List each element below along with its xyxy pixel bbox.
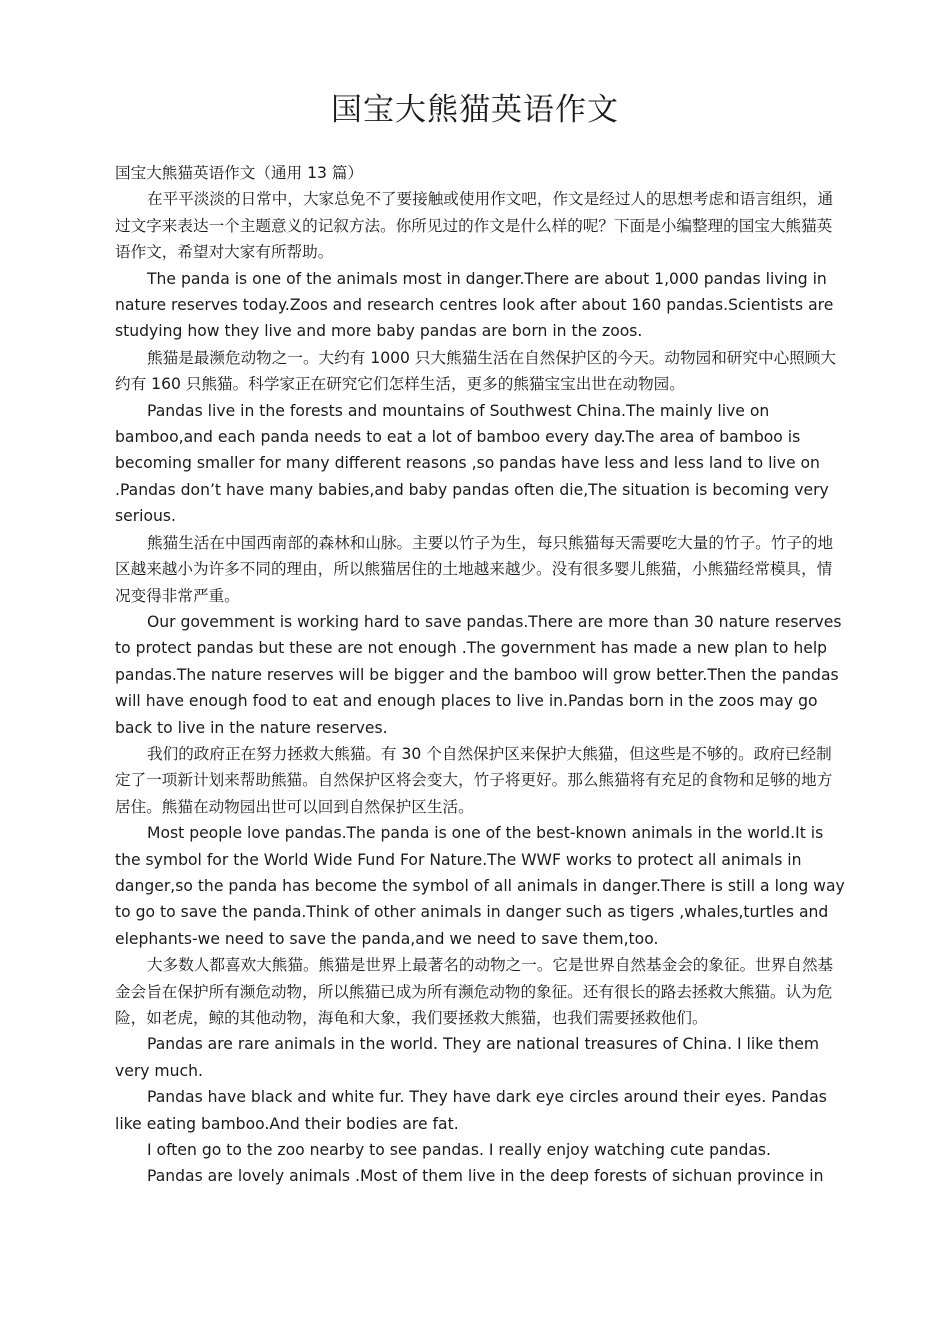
paragraph: 熊猫生活在中国西南部的森林和山脉。主要以竹子为生，每只熊猫每天需要吃大量的竹子。竹子的地区越来越小为许多不同的理由，所以熊猫居住的土地越来越少。没有很多婴儿熊猫，小熊猫经常模具，情况变得非常严重。 <box>115 533 834 605</box>
paragraph: Pandas are rare animals in the world. They are national treasures of China. I like them very much. <box>115 1035 820 1080</box>
paragraph: 熊猫是最濒危动物之一。大约有 1000 只大熊猫生活在自然保护区的今天。动物园和研究中心照顾大约有 160 只熊猫。科学家正在研究它们怎样生活，更多的熊猫宝宝出世在动物园。 <box>115 348 836 394</box>
paragraph: Our govemment is working hard to save pandas.There are more than 30 nature reserves to protect pandas but these are not enough .The government has made a new plan to help pandas.The nature reserves will be bigger and the bamboo will grow better.Then the pandas will have enough food to eat and enough places to live in.Pandas born in the zoos may go back to live in the nature reserves. <box>115 612 842 737</box>
paragraph: I often go to the zoo nearby to see pandas. I really enjoy watching cute pandas. <box>147 1141 771 1160</box>
paragraph: 我们的政府正在努力拯救大熊猫。有 30 个自然保护区来保护大熊猫，但这些是不够的。政府已经制定了一项新计划来帮助熊猫。自然保护区将会变大，竹子将更好。那么熊猫将有充足的食物和足够的地方居住。熊猫在动物园出世可以回到自然保护区生活。 <box>115 744 833 816</box>
document-subtitle: 国宝大熊猫英语作文（通用 13 篇） <box>115 164 364 182</box>
document-title: 国宝大熊猫英语作文 <box>331 92 619 128</box>
paragraph: Pandas are lovely animals .Most of them live in the deep forests of sichuan province in <box>147 1167 824 1186</box>
paragraph: Pandas have black and white fur. They have dark eye circles around their eyes. Pandas like eating bamboo.And their bodies are fat. <box>115 1088 827 1133</box>
paragraph: 大多数人都喜欢大熊猫。熊猫是世界上最著名的动物之一。它是世界自然基金会的象征。世界自然基金会旨在保护所有濒危动物，所以熊猫已成为所有濒危动物的象征。还有很长的路去拯救大熊猫。认为危险，如老虎，鲸的其他动物，海龟和大象，我们要拯救大熊猫，也我们需要拯救他们。 <box>115 956 834 1027</box>
paragraph: Most people love pandas.The panda is one of the best-known animals in the world.It is the symbol for the World Wide Fund For Nature.The WWF works to protect all animals in danger,so the panda has become the symbol of all animals in danger.There is still a long way to go to save the panda.Think of other animals in danger such as tigers ,whales,turtles and elephants-we need to save the panda,and we need to save them,too. <box>115 824 845 948</box>
paragraph: 在平平淡淡的日常中，大家总免不了要接触或使用作文吧，作文是经过人的思想考虑和语言组织，通过文字来表达一个主题意义的记叙方法。你所见过的作文是什么样的呢？下面是小编整理的国宝大熊猫英语作文，希望对大家有所帮助。 <box>115 190 834 262</box>
paragraph: The panda is one of the animals most in danger.There are about 1,000 pandas living in nature reserves today.Zoos and research centres look after about 160 pandas.Scientists are studying how they live and more baby pandas are born in the zoos. <box>115 269 834 341</box>
paragraph: Pandas live in the forests and mountains of Southwest China.The mainly live on bamboo,and each panda needs to eat a lot of bamboo every day.The area of bamboo is becoming smaller for many different reasons ,so pandas have less and less land to live on .Pandas don’t have many babies,and baby pandas often die,The situation is becoming very serious. <box>115 401 829 526</box>
document-body <box>115 160 845 1190</box>
